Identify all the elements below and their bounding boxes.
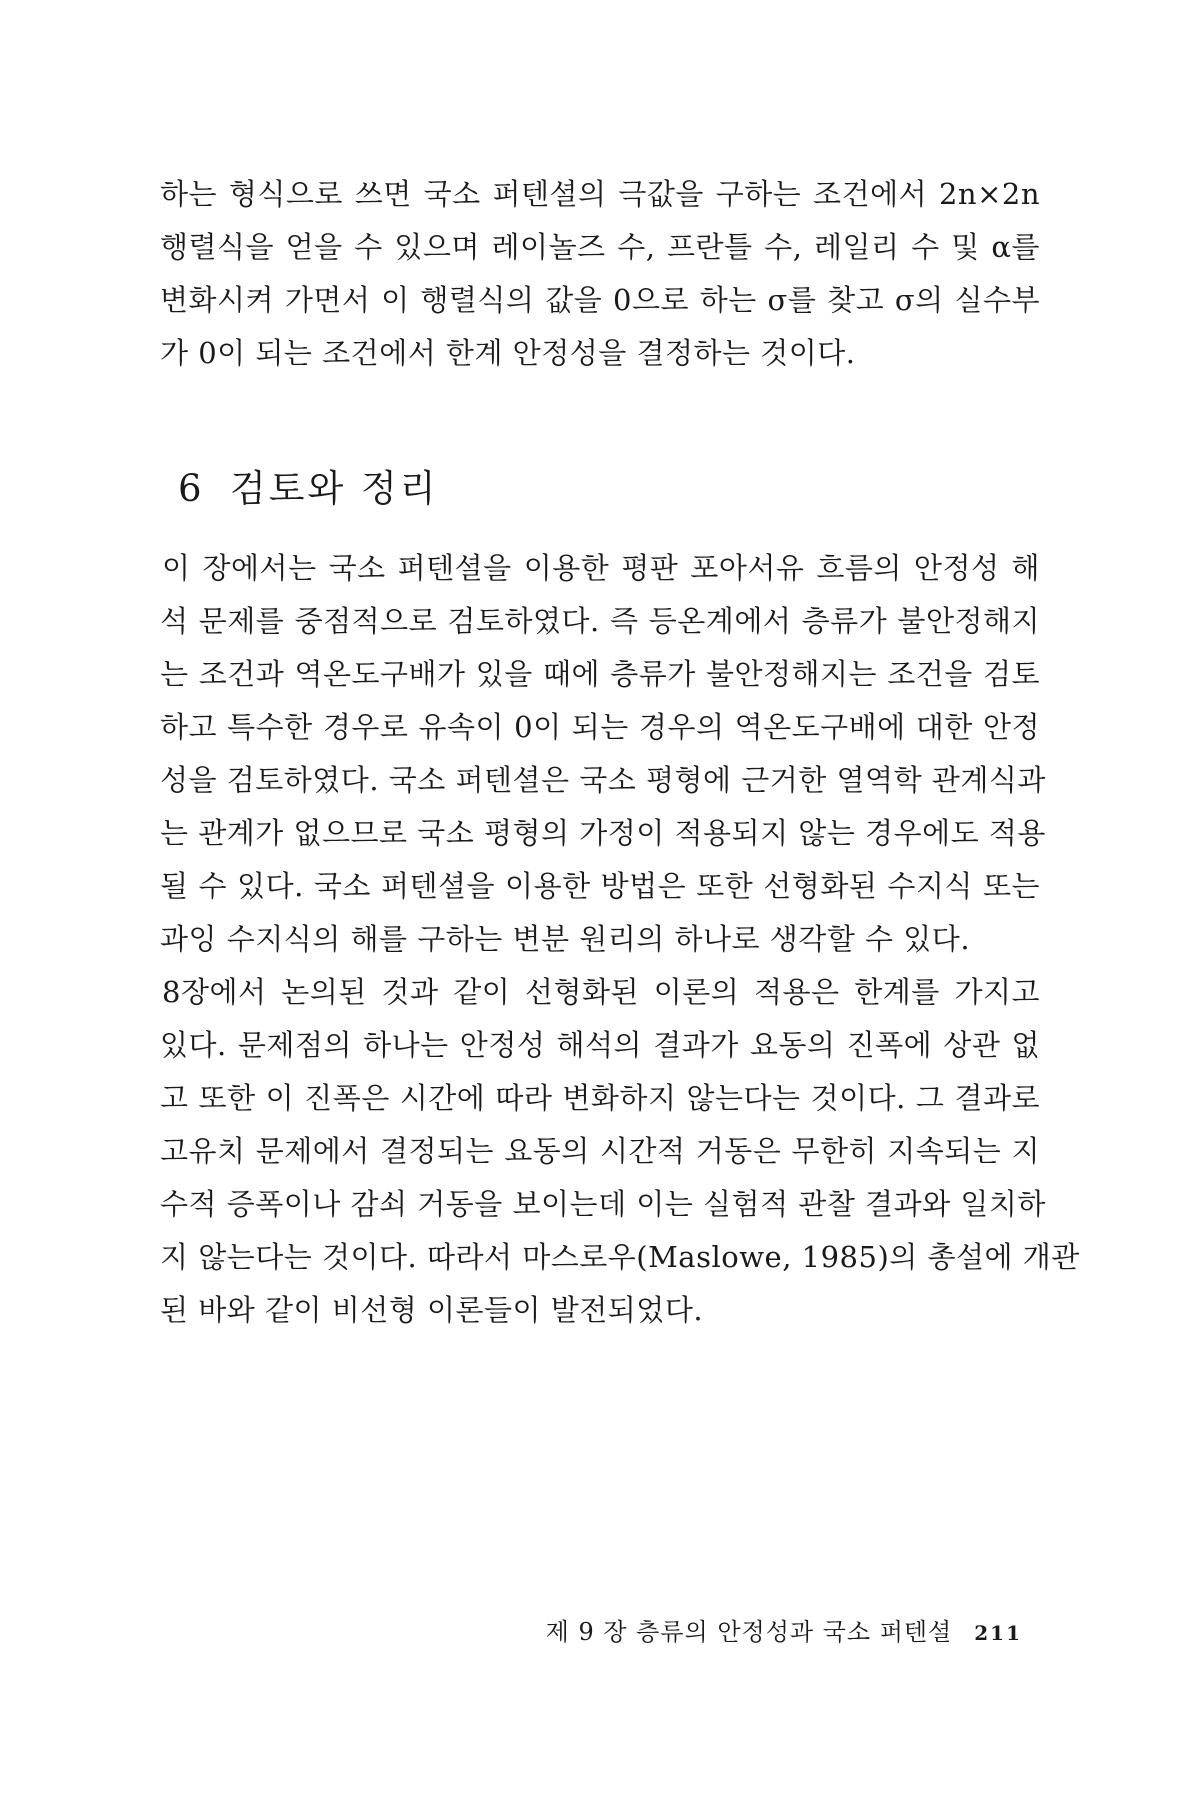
intro-paragraph xyxy=(160,168,1040,380)
intro-line-4: 가 0이 되는 조건에서 한계 안정성을 결정하는 것이다. xyxy=(160,336,856,370)
paragraph-1-line-6: 는 관계가 없으므로 국소 평형의 가정이 적용되지 않는 경우에도 적용 xyxy=(160,816,1046,850)
page-number: 211 xyxy=(974,1621,1022,1645)
paragraph-1-line-3: 는 조건과 역온도구배가 있을 때에 층류가 불안정해지는 조건을 검토 xyxy=(160,657,1040,691)
running-head: 제 9 장 층류의 안정성과 국소 퍼텐셜 xyxy=(545,1618,953,1646)
paragraph-1-line-8: 과잉 수지식의 해를 구하는 변분 원리의 하나로 생각할 수 있다. xyxy=(160,922,971,956)
intro-line-1: 하는 형식으로 쓰면 국소 퍼텐셜의 극값을 구하는 조건에서 2n×2n xyxy=(160,177,1040,211)
intro-line-3: 변화시켜 가면서 이 행렬식의 값을 0으로 하는 σ를 찾고 σ의 실수부 xyxy=(160,283,1040,317)
paragraph-2-line-7: 된 바와 같이 비선형 이론들이 발전되었다. xyxy=(160,1293,704,1327)
paragraph-1-line-7: 될 수 있다. 국소 퍼텐셜을 이용한 방법은 또한 선형화된 수지식 또는 xyxy=(160,869,1040,903)
intro-line-2: 행렬식을 얻을 수 있으며 레이놀즈 수, 프란틀 수, 레일리 수 및 α를 xyxy=(160,230,1040,264)
paragraph-1-line-4: 하고 특수한 경우로 유속이 0이 되는 경우의 역온도구배에 대한 안정 xyxy=(160,710,1040,744)
paragraph-1-line-2: 석 문제를 중점적으로 검토하였다. 즉 등온계에서 층류가 불안정해지 xyxy=(160,604,1040,638)
paragraph-2-line-4: 고유치 문제에서 결정되는 요동의 시간적 거동은 무한히 지속되는 지 xyxy=(160,1134,1040,1168)
paragraph-2-line-3: 고 또한 이 진폭은 시간에 따라 변화하지 않는다는 것이다. 그 결과로 xyxy=(160,1081,1040,1115)
paragraph-2-line-6: 지 않는다는 것이다. 따라서 마스로우(Maslowe, 1985)의 총설에 개관 xyxy=(160,1240,1080,1274)
paragraph-2-line-5: 수적 증폭이나 감쇠 거동을 보이는데 이는 실험적 관찰 결과와 일치하 xyxy=(160,1187,1046,1221)
page-footer xyxy=(546,1612,1022,1647)
paragraph-2 xyxy=(160,966,1080,1337)
section-number: 6 xyxy=(178,467,202,510)
paragraph-2-line-1: 8장에서 논의된 것과 같이 선형화된 이론의 적용은 한계를 가지고 xyxy=(162,975,1040,1009)
paragraph-1-line-1: 이 장에서는 국소 퍼텐셜을 이용한 평판 포아서유 흐름의 안정성 해 xyxy=(162,551,1040,585)
section-heading xyxy=(178,458,438,512)
paragraph-1 xyxy=(160,542,1046,966)
paragraph-2-line-2: 있다. 문제점의 하나는 안정성 해석의 결과가 요동의 진폭에 상관 없 xyxy=(160,1028,1040,1062)
paragraph-1-line-5: 성을 검토하였다. 국소 퍼텐셜은 국소 평형에 근거한 열역학 관계식과 xyxy=(160,763,1046,797)
section-title: 검토와 정리 xyxy=(230,467,439,510)
